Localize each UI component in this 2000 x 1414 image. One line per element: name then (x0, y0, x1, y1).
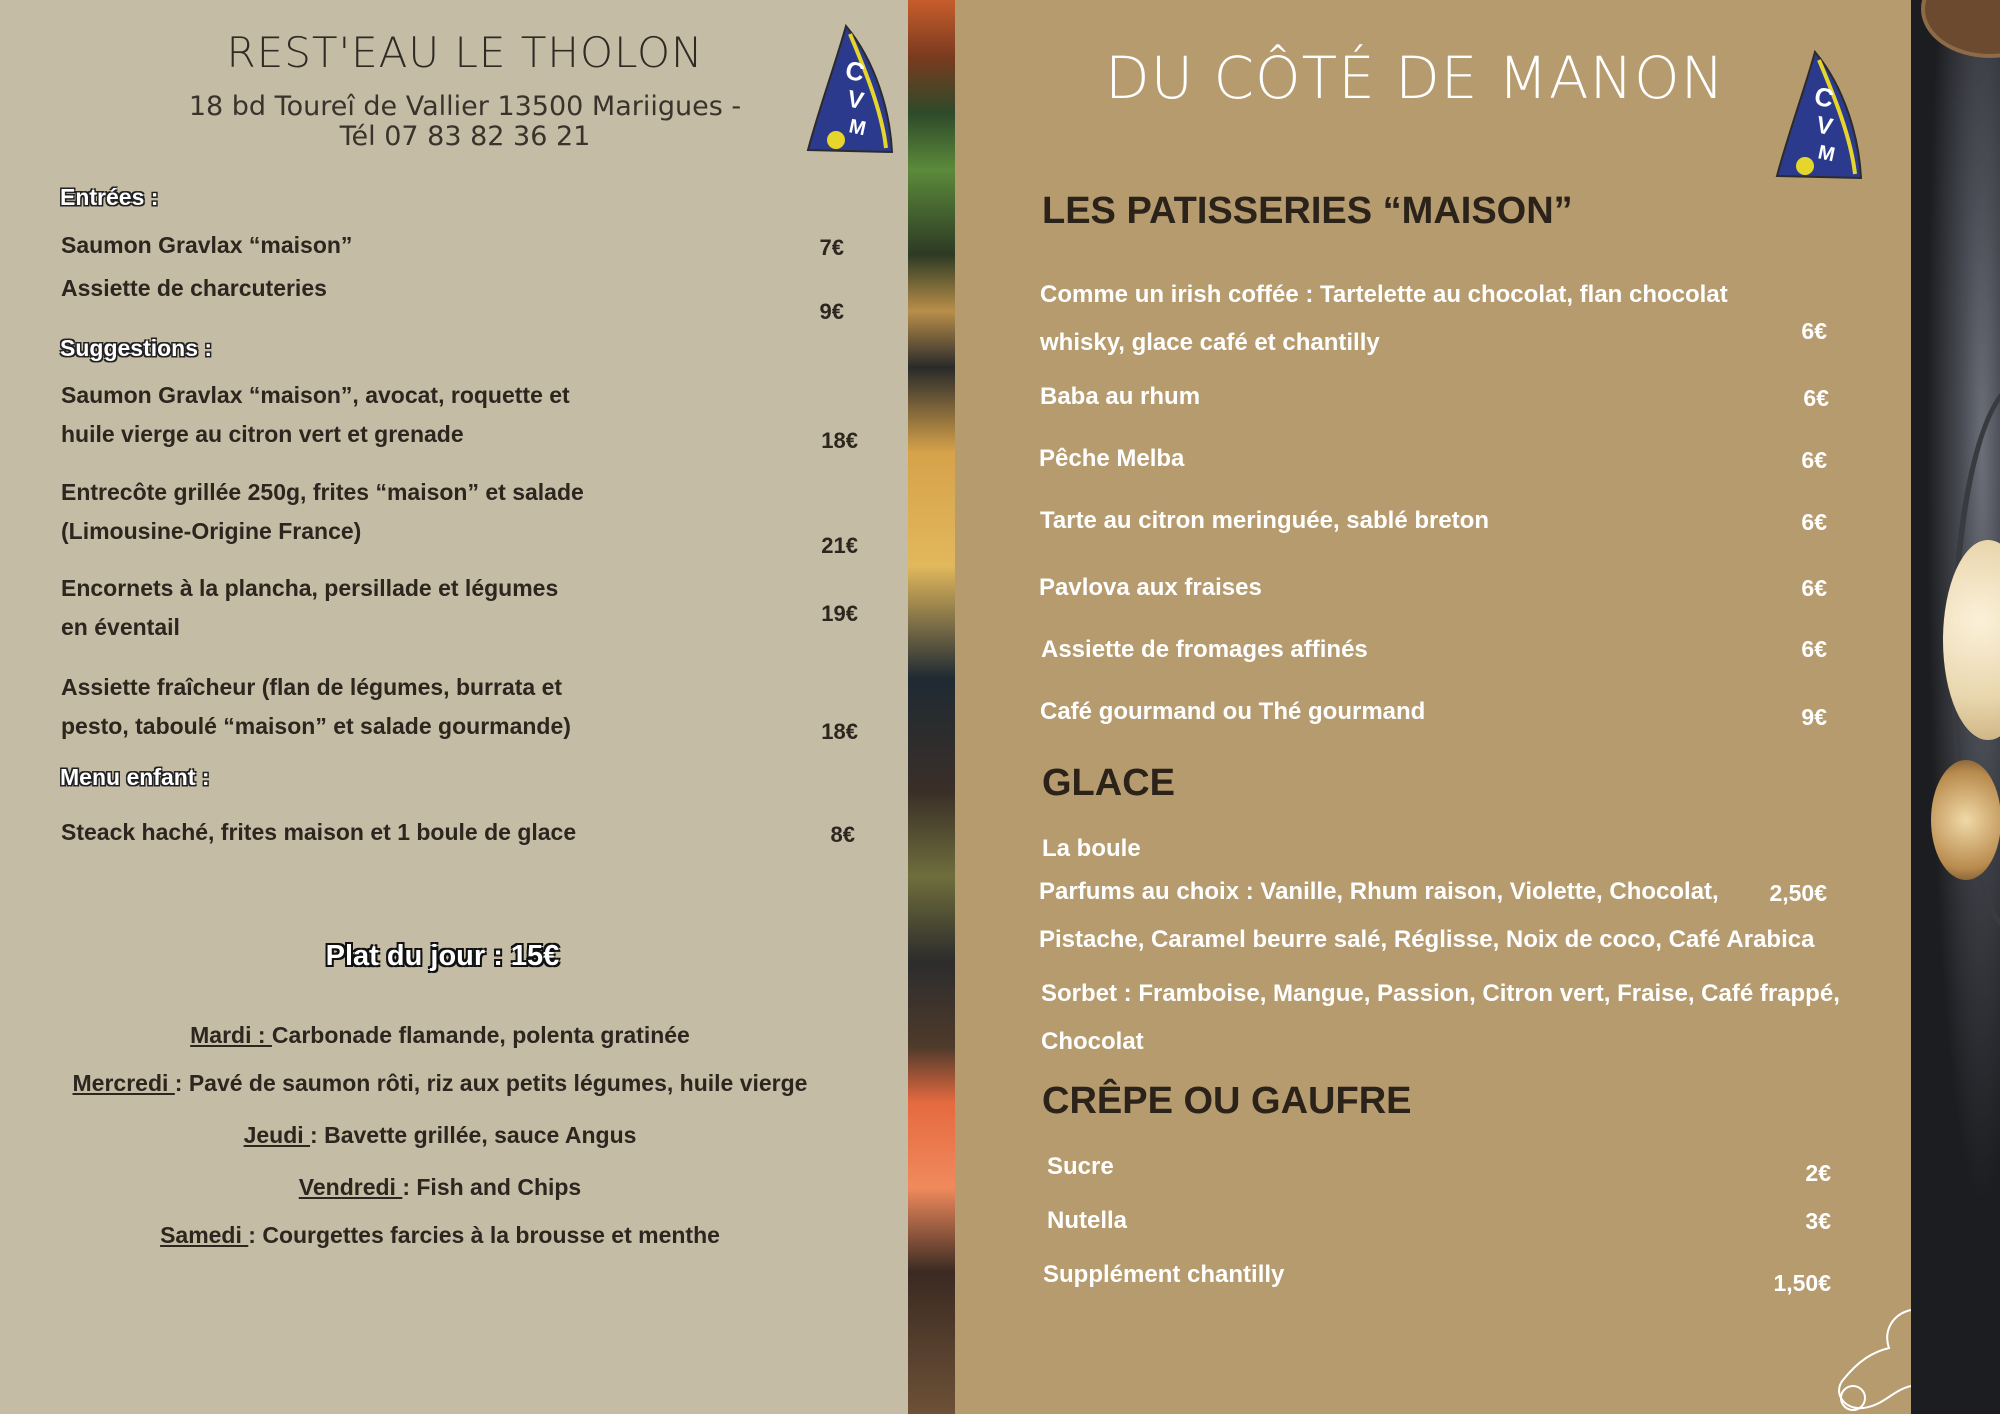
day-dish: : Courgettes farcies à la brousse et menthe (248, 1222, 720, 1248)
menu-item (61, 376, 570, 454)
menu-item (61, 668, 571, 746)
day-dish-line (0, 1022, 880, 1049)
glace-price: 2,50€ (1769, 880, 1827, 906)
dessert-item (1040, 271, 1728, 367)
menu-item-price: 18€ (821, 428, 858, 453)
svg-text:M: M (1815, 141, 1837, 167)
day-dish-line (0, 1174, 880, 1201)
dessert-price: 6€ (1801, 318, 1827, 344)
dessert-item: Pêche Melba (1039, 445, 1185, 472)
photo-bowl (1921, 0, 2000, 58)
section-label-enfant: Menu enfant : (60, 764, 210, 790)
glace-sorbet (1041, 970, 1840, 1066)
glace-heading: GLACE (1042, 762, 1175, 804)
day-dish: : Pavé de saumon rôti, riz aux petits légumes, huile vierge (174, 1070, 808, 1096)
day-label: Samedi (160, 1222, 249, 1248)
dessert-item: Café gourmand ou Thé gourmand (1040, 698, 1426, 725)
right-menu-page (955, 0, 1911, 1414)
cvm-sail-logo (1775, 48, 1863, 180)
dessert-item: Baba au rhum (1040, 383, 1201, 410)
manon-title: DU CÔTÉ DE MANON (1104, 44, 1726, 112)
menu-item-price: 8€ (830, 822, 855, 847)
day-dish-line (0, 1222, 880, 1249)
glace-la-boule: La boule (1042, 835, 1141, 862)
glace-parfums (1039, 868, 1814, 964)
dessert-item: Tarte au citron meringuée, sablé breton (1040, 507, 1489, 534)
menu-item (61, 569, 558, 647)
section-label-entrees: Entrées : (60, 184, 159, 210)
dessert-photo (1911, 0, 2000, 1414)
food-photo-strip (908, 0, 955, 1414)
day-label: Mardi : (190, 1022, 272, 1048)
day-dish: Carbonade flamande, polenta gratinée (271, 1022, 690, 1048)
day-dish: : Fish and Chips (402, 1174, 582, 1200)
day-label: Mercredi (72, 1070, 175, 1096)
menu-item-line: Entrecôte grillée 250g, frites “maison” et salade (61, 479, 584, 505)
svg-text:V: V (1813, 111, 1836, 142)
day-dish-line (0, 1070, 880, 1097)
cvm-sail-logo (806, 22, 894, 154)
svg-text:M: M (846, 115, 868, 141)
menu-item-line: (Limousine-Origine France) (61, 518, 362, 544)
day-dish: : Bavette grillée, sauce Angus (310, 1122, 637, 1148)
crepe-heading: CRÊPE OU GAUFRE (1042, 1080, 1412, 1122)
menu-item-price: 19€ (821, 601, 858, 626)
svg-text:C: C (1811, 80, 1837, 114)
restaurant-address (0, 92, 930, 152)
menu-item-line: huile vierge au citron vert et grenade (61, 421, 464, 447)
glace-parfums-line: Parfums au choix : Vanille, Rhum raison, Violette, Chocolat, (1039, 878, 1719, 905)
svg-text:C: C (842, 54, 868, 88)
dessert-item: Assiette de fromages affinés (1041, 636, 1368, 663)
dessert-item: Pavlova aux fraises (1039, 574, 1262, 601)
dessert-price: 6€ (1801, 509, 1827, 535)
dessert-item-line: whisky, glace café et chantilly (1040, 329, 1380, 356)
crepe-price: 1,50€ (1773, 1270, 1831, 1296)
crepe-price: 3€ (1805, 1208, 1831, 1234)
crepe-item: Sucre (1047, 1153, 1114, 1180)
menu-item-line: pesto, taboulé “maison” et salade gourmande) (61, 713, 571, 739)
crepe-item: Nutella (1047, 1207, 1128, 1234)
left-menu-page (0, 0, 908, 1414)
menu-item-line: Saumon Gravlax “maison”, avocat, roquette et (61, 382, 570, 408)
menu-item-price: 18€ (821, 719, 858, 744)
dessert-price: 6€ (1801, 447, 1827, 473)
menu-item-price: 21€ (821, 533, 858, 558)
menu-item-line: Encornets à la plancha, persillade et légumes (61, 575, 559, 601)
crepe-price: 2€ (1805, 1160, 1831, 1186)
menu-item (61, 473, 584, 551)
day-label: Vendredi (298, 1174, 403, 1200)
day-label: Jeudi (243, 1122, 311, 1148)
menu-item: Assiette de charcuteries (61, 275, 327, 301)
dessert-price: 6€ (1801, 575, 1827, 601)
menu-item-line: Assiette fraîcheur (flan de légumes, burrata et (61, 674, 563, 700)
crepe-item: Supplément chantilly (1043, 1261, 1285, 1288)
phone-line: Tél 07 83 82 36 21 (339, 121, 591, 152)
photo-caramel (1931, 760, 2000, 880)
menu-item-price: 7€ (819, 235, 844, 260)
day-dish-line (0, 1122, 880, 1149)
plat-du-jour-title: Plat du jour : 15€ (325, 940, 560, 972)
glace-sorbet-line: Chocolat (1041, 1028, 1144, 1055)
dessert-price: 9€ (1801, 704, 1827, 730)
glace-parfums-line: Pistache, Caramel beurre salé, Réglisse, Noix de coco, Café Arabica (1039, 926, 1815, 953)
dessert-price: 6€ (1803, 385, 1829, 411)
scooter-line-drawing (1823, 1300, 1911, 1414)
svg-text:V: V (844, 85, 867, 116)
menu-item-line: en éventail (61, 614, 180, 640)
section-label-suggestions: Suggestions : (60, 335, 213, 361)
address-line: 18 bd Toureî de Vallier 13500 Mariigues - (188, 91, 742, 122)
restaurant-title: REST'EAU LE THOLON (226, 28, 704, 77)
dessert-price: 6€ (1801, 636, 1827, 662)
glace-sorbet-line: Sorbet : Framboise, Mangue, Passion, Citron vert, Fraise, Café frappé, (1041, 980, 1840, 1007)
menu-item: Steack haché, frites maison et 1 boule de glace (61, 819, 577, 845)
menu-item-price: 9€ (819, 299, 844, 324)
dessert-item-line: Comme un irish coffée : Tartelette au chocolat, flan chocolat (1040, 281, 1728, 308)
patisseries-heading: LES PATISSERIES “MAISON” (1042, 190, 1573, 232)
menu-item: Saumon Gravlax “maison” (61, 232, 353, 258)
